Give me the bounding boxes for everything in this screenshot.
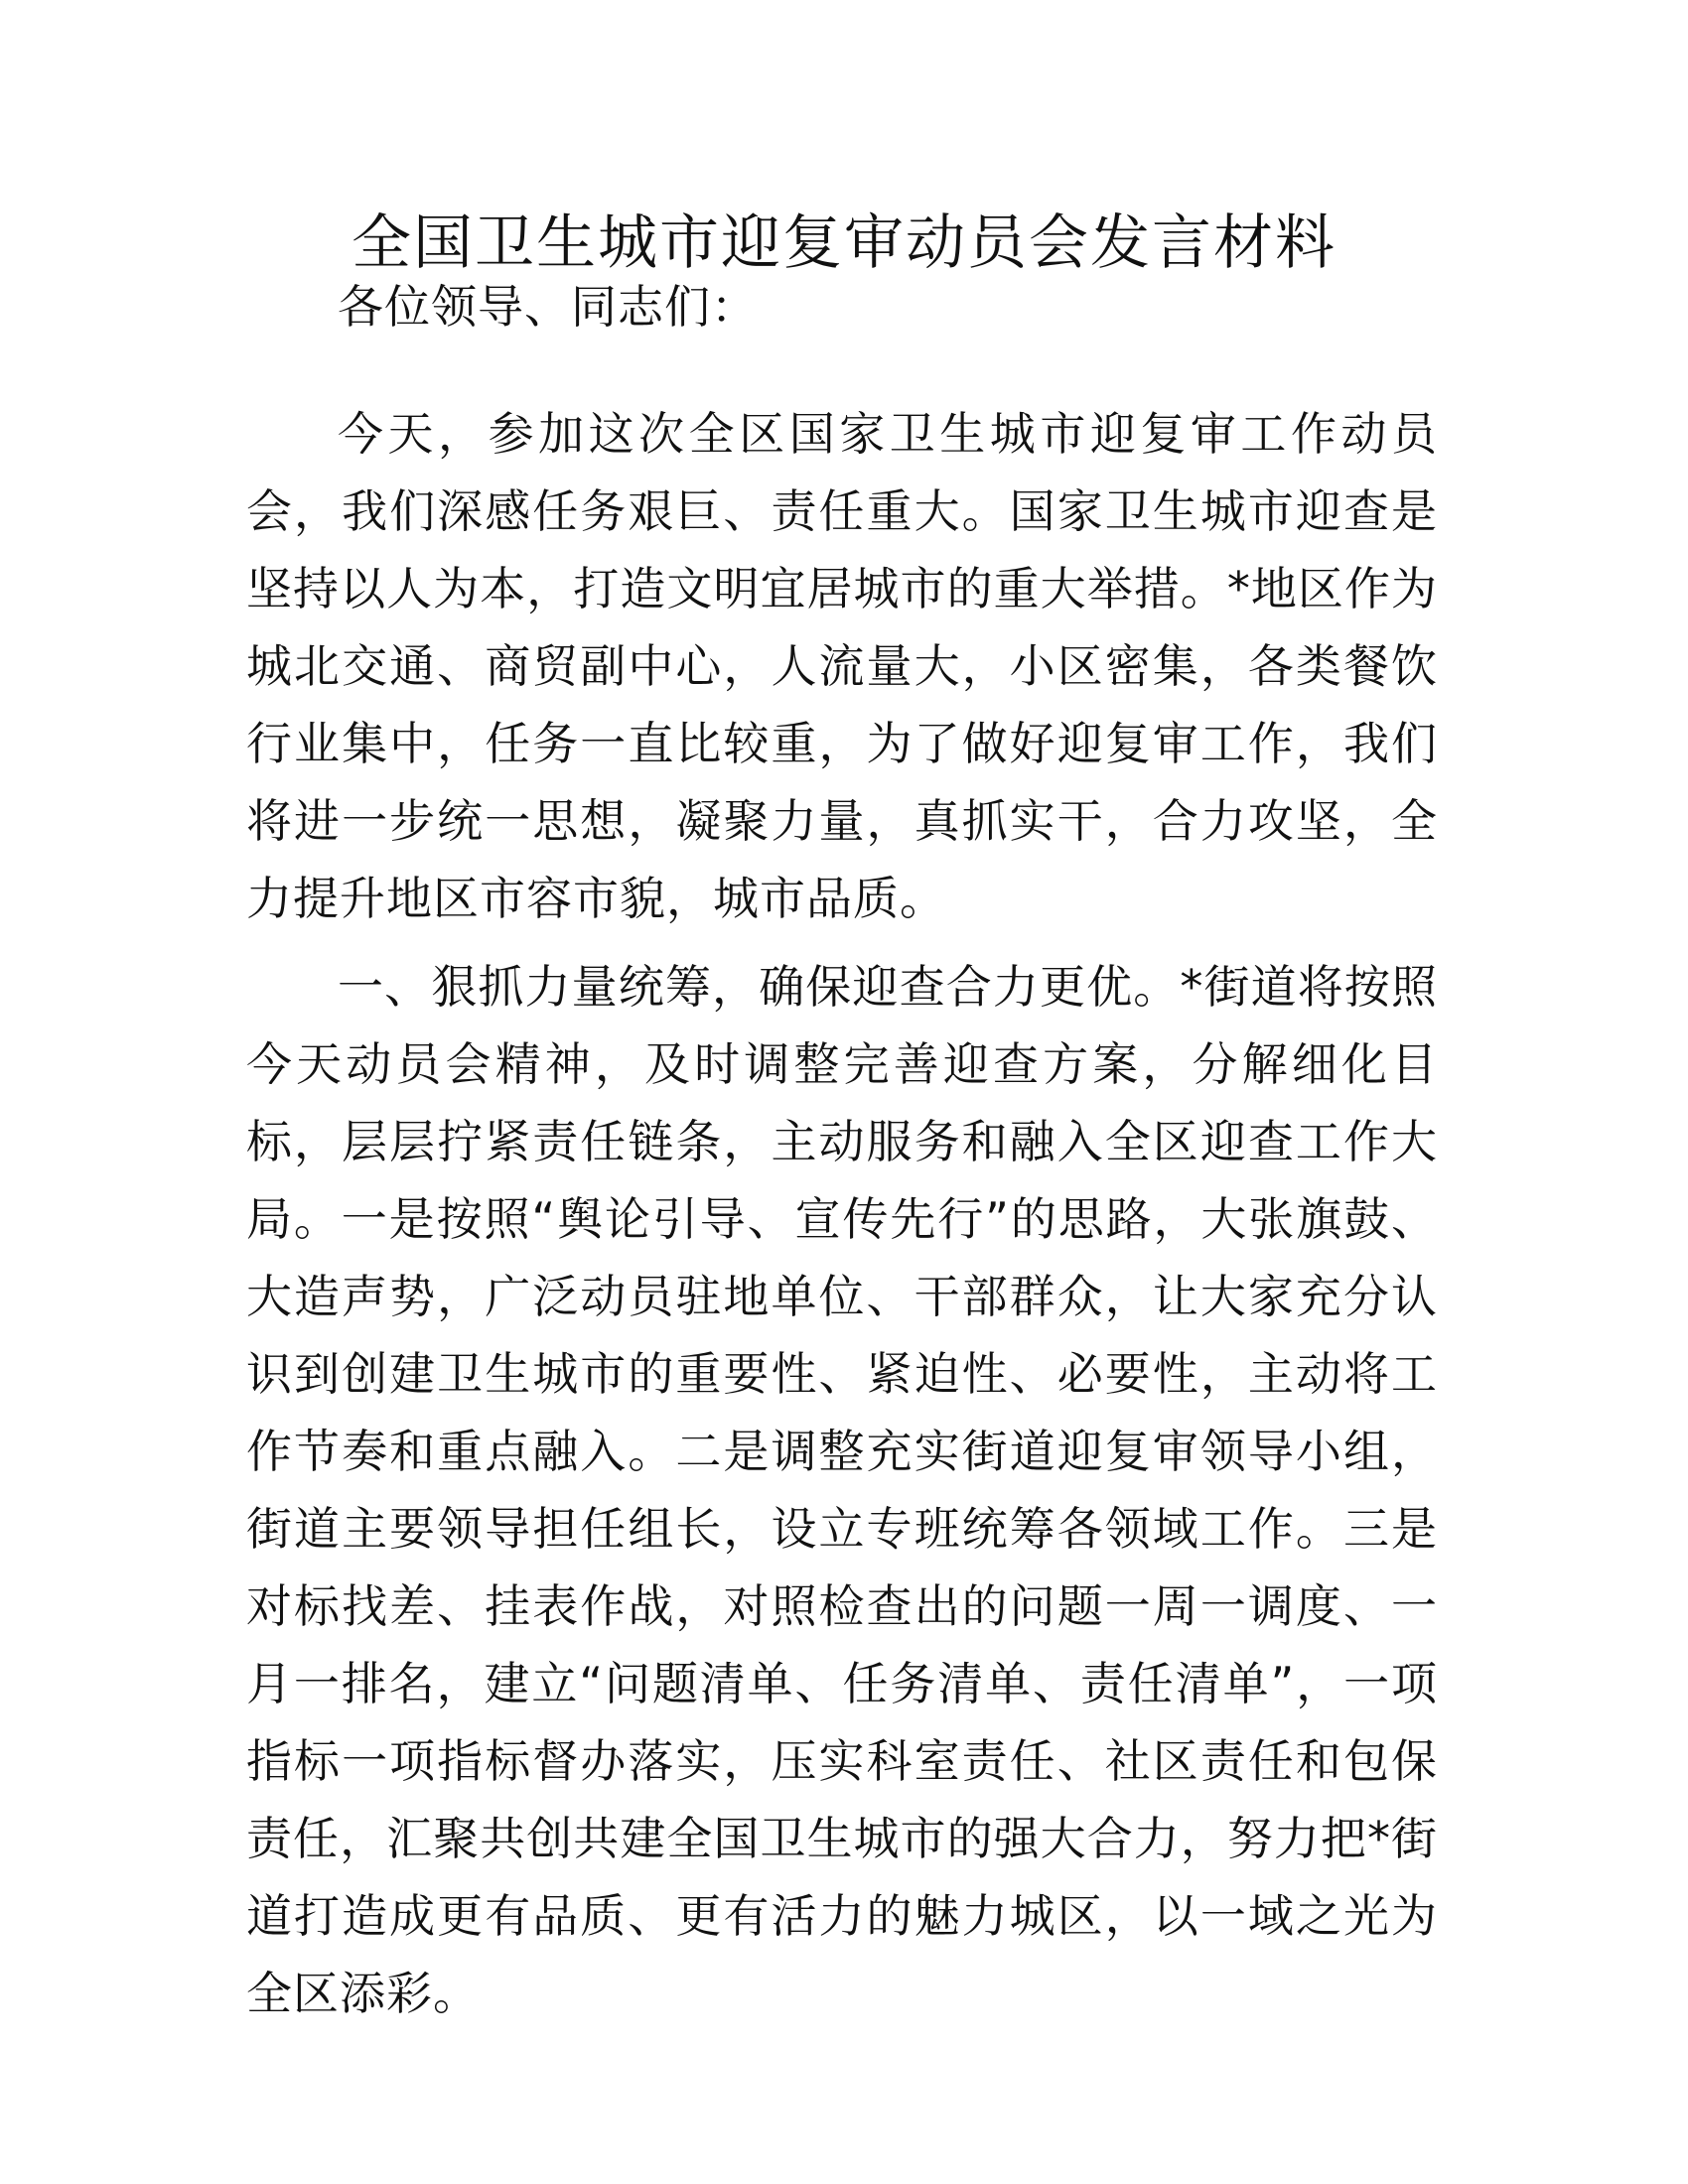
paragraph-intro: 今天，参加这次全区国家卫生城市迎复审工作动员会，我们深感任务艰巨、责任重大。国家卫生城市迎查是坚持以人为本，打造文明宜居城市的重大举措。*地区作为城北交通、商贸副中心，人流量大，小区密集，各类餐饮行业集中，任务一直比较重，为了做好迎复审工作，我们将进一步统一思想，凝聚力量，真抓实干，合力攻坚，全力提升地区市容市貌，城市品质。 (246, 407, 1438, 925)
paragraph-section-one: 一、狠抓力量统筹，确保迎查合力更优。*街道将按照今天动员会精神，及时调整完善迎查方案，分解细化目标，层层拧紧责任链条，主动服务和融入全区迎查工作大局。一是按照“舆论引导、宣传先行”的思路，大张旗鼓、大造声势，广泛动员驻地单位、干部群众，让大家充分认识到创建卫生城市的重要性、紧迫性、必要性，主动将工作节奏和重点融入。二是调整充实街道迎复审领导小组，街道主要领导担任组长，设立专班统筹各领域工作。三是对标找差、挂表作战，对照检查出的问题一周一调度、一月一排名，建立“问题清单、任务清单、责任清单”，一项指标一项指标督办落实，压实科室责任、社区责任和包保责任，汇聚共创共建全国卫生城市的强大合力，努力把*街道打造成更有品质、更有活力的魅力城区，以一域之光为全区添彩。 (246, 960, 1438, 2020)
document-title: 全国卫生城市迎复审动员会发言材料 (352, 208, 1336, 278)
salutation: 各位领导、同志们： (338, 280, 758, 334)
